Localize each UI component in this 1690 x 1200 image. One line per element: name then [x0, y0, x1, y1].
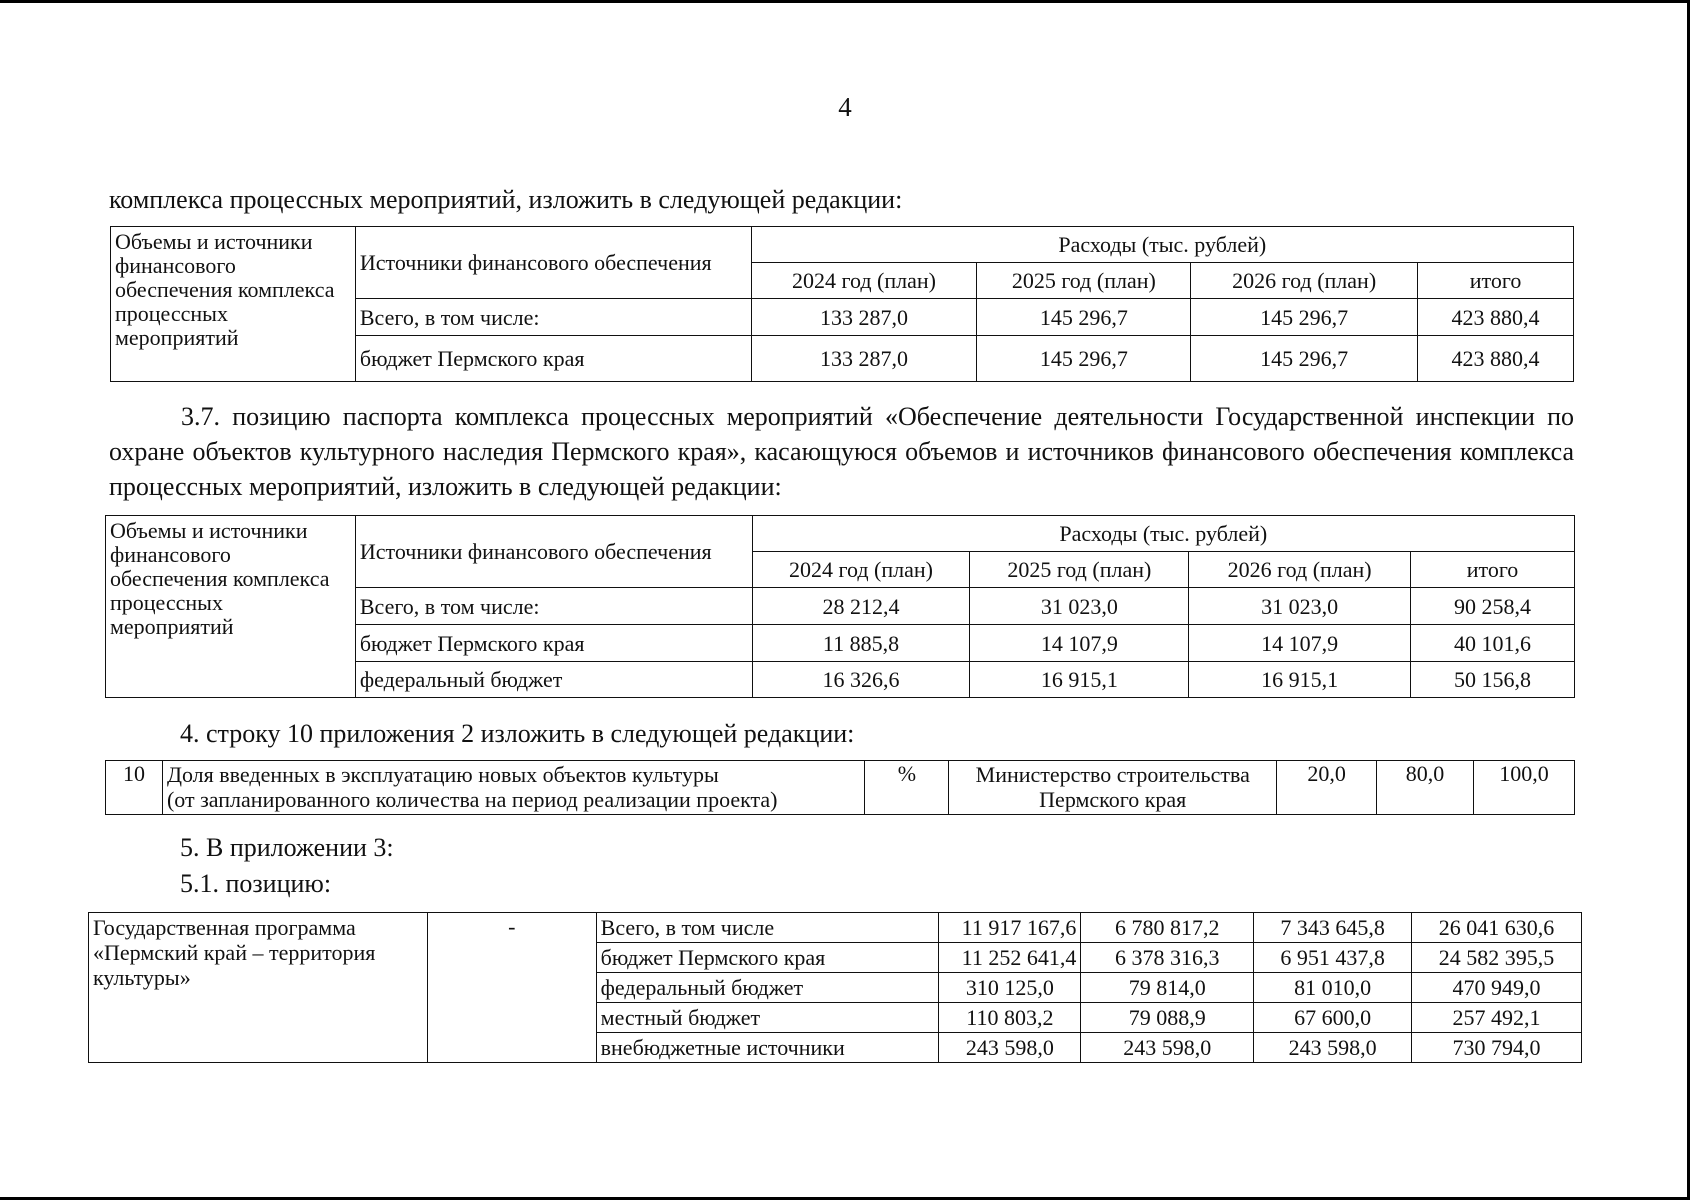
table1-year-2026: 2026 год (план)	[1191, 263, 1418, 299]
indicator-name	[162, 761, 864, 815]
indicator-name-line-1: Доля введенных в эксплуатацию новых объектов культуры	[166, 762, 719, 787]
table2-row-source: федеральный бюджет	[355, 662, 752, 698]
table1-cell: 145 296,7	[977, 336, 1191, 382]
table1-cell: 423 880,4	[1418, 299, 1574, 336]
table1-cell: 133 287,0	[751, 299, 977, 336]
table4-cell: 67 600,0	[1254, 1003, 1412, 1033]
table2-row-source: бюджет Пермского края	[355, 625, 752, 662]
indicator-row-number: 10	[106, 761, 163, 815]
indicator-value: 100,0	[1474, 761, 1575, 815]
table2-cell: 14 107,9	[1189, 625, 1411, 662]
table4-cell: 11 252 641,4	[939, 943, 1081, 973]
table4-row-source: местный бюджет	[596, 1003, 939, 1033]
table4-row-source: внебюджетные источники	[596, 1033, 939, 1063]
table1-cell: 145 296,7	[1191, 336, 1418, 382]
table2-cell: 31 023,0	[1189, 588, 1411, 625]
indicator-name-line-2: (от запланированного количества на период реализации проекта)	[166, 787, 778, 812]
table1-total-header: итого	[1418, 263, 1574, 299]
table1-sources-header: Источники финансового обеспечения	[355, 227, 751, 299]
table4-row-source: бюджет Пермского края	[596, 943, 939, 973]
table2-cell: 16 915,1	[970, 662, 1189, 698]
table4-cell: 730 794,0	[1412, 1033, 1582, 1063]
table4-row-source: федеральный бюджет	[596, 973, 939, 1003]
table2-year-2025: 2025 год (план)	[970, 552, 1189, 588]
table4-cell: 7 343 645,8	[1254, 913, 1412, 943]
table2-cell: 16 326,6	[752, 662, 970, 698]
indicator-responsible-line-1: Министерство строительства	[975, 762, 1250, 787]
table4-cell: 257 492,1	[1412, 1003, 1582, 1033]
table4-cell: 81 010,0	[1254, 973, 1412, 1003]
paragraph-5: 5. В приложении 3:	[180, 833, 394, 862]
table4-row-source: Всего, в том числе	[596, 913, 939, 943]
table4-cell: 24 582 395,5	[1412, 943, 1582, 973]
table2-cell: 11 885,8	[752, 625, 970, 662]
table1-cell: 145 296,7	[977, 299, 1191, 336]
indicator-responsible	[949, 761, 1277, 815]
table2-cell: 14 107,9	[970, 625, 1189, 662]
table-row	[89, 913, 1582, 943]
table4-cell: 11 917 167,6	[939, 913, 1081, 943]
table4-cell: 470 949,0	[1412, 973, 1582, 1003]
table2-cell: 31 023,0	[970, 588, 1189, 625]
indicator-responsible-line-2: Пермского края	[1039, 787, 1187, 812]
table2-cell: 16 915,1	[1189, 662, 1411, 698]
indicator-table	[105, 760, 1575, 815]
table1-expenses-header: Расходы (тыс. рублей)	[751, 227, 1573, 263]
table4-cell: 26 041 630,6	[1412, 913, 1582, 943]
indicator-unit: %	[865, 761, 949, 815]
program-name: Государственная программа «Пермский край – территория культуры»	[89, 913, 428, 1063]
table4-cell: 79 088,9	[1081, 1003, 1254, 1033]
table-row	[106, 761, 1575, 815]
table2-cell: 28 212,4	[752, 588, 970, 625]
table2-cell: 90 258,4	[1411, 588, 1575, 625]
table1-row-source: бюджет Пермского края	[355, 336, 751, 382]
table1-year-2024: 2024 год (план)	[751, 263, 977, 299]
program-financing-table	[88, 912, 1582, 1063]
table4-cell: 310 125,0	[939, 973, 1081, 1003]
intro-text: комплекса процессных мероприятий, изложить в следующей редакции:	[109, 185, 903, 214]
table4-cell: 243 598,0	[939, 1033, 1081, 1063]
table2-cell: 40 101,6	[1411, 625, 1575, 662]
table2-label: Объемы и источники финансового обеспечения комплекса процессных мероприятий	[106, 516, 356, 698]
table1-cell: 145 296,7	[1191, 299, 1418, 336]
table4-cell: 243 598,0	[1254, 1033, 1412, 1063]
table2-cell: 50 156,8	[1411, 662, 1575, 698]
table1-cell: 133 287,0	[751, 336, 977, 382]
table1-cell: 423 880,4	[1418, 336, 1574, 382]
table2-year-2024: 2024 год (план)	[752, 552, 970, 588]
table1-label: Объемы и источники финансового обеспечения комплекса процессных мероприятий	[111, 227, 356, 382]
financing-table-2	[105, 515, 1575, 698]
table1-row-source: Всего, в том числе:	[355, 299, 751, 336]
table2-sources-header: Источники финансового обеспечения	[355, 516, 752, 588]
table4-cell: 6 951 437,8	[1254, 943, 1412, 973]
table2-total-header: итого	[1411, 552, 1575, 588]
program-dash: -	[427, 913, 596, 1063]
indicator-value: 80,0	[1377, 761, 1474, 815]
paragraph-3-7: 3.7. позицию паспорта комплекса процессных мероприятий «Обеспечение деятельности Государственной инспекции по охране объектов культурного наследия Пермского края», касающуюся объемов и источников финансового обеспечения комплекса процессных мероприятий, изложить в следующей редакции:	[109, 402, 1574, 501]
paragraph-5-1: 5.1. позицию:	[180, 869, 332, 898]
financing-table-1	[110, 226, 1574, 382]
table4-cell: 79 814,0	[1081, 973, 1254, 1003]
table2-row-source: Всего, в том числе:	[355, 588, 752, 625]
paragraph-4: 4. строку 10 приложения 2 изложить в следующей редакции:	[180, 719, 855, 748]
table4-cell: 6 780 817,2	[1081, 913, 1254, 943]
table4-cell: 110 803,2	[939, 1003, 1081, 1033]
table4-cell: 6 378 316,3	[1081, 943, 1254, 973]
table2-expenses-header: Расходы (тыс. рублей)	[752, 516, 1574, 552]
scan-edge-top	[0, 0, 1690, 3]
table1-year-2025: 2025 год (план)	[977, 263, 1191, 299]
page-number: 4	[838, 92, 852, 122]
table2-year-2026: 2026 год (план)	[1189, 552, 1411, 588]
table4-cell: 243 598,0	[1081, 1033, 1254, 1063]
indicator-value: 20,0	[1277, 761, 1377, 815]
